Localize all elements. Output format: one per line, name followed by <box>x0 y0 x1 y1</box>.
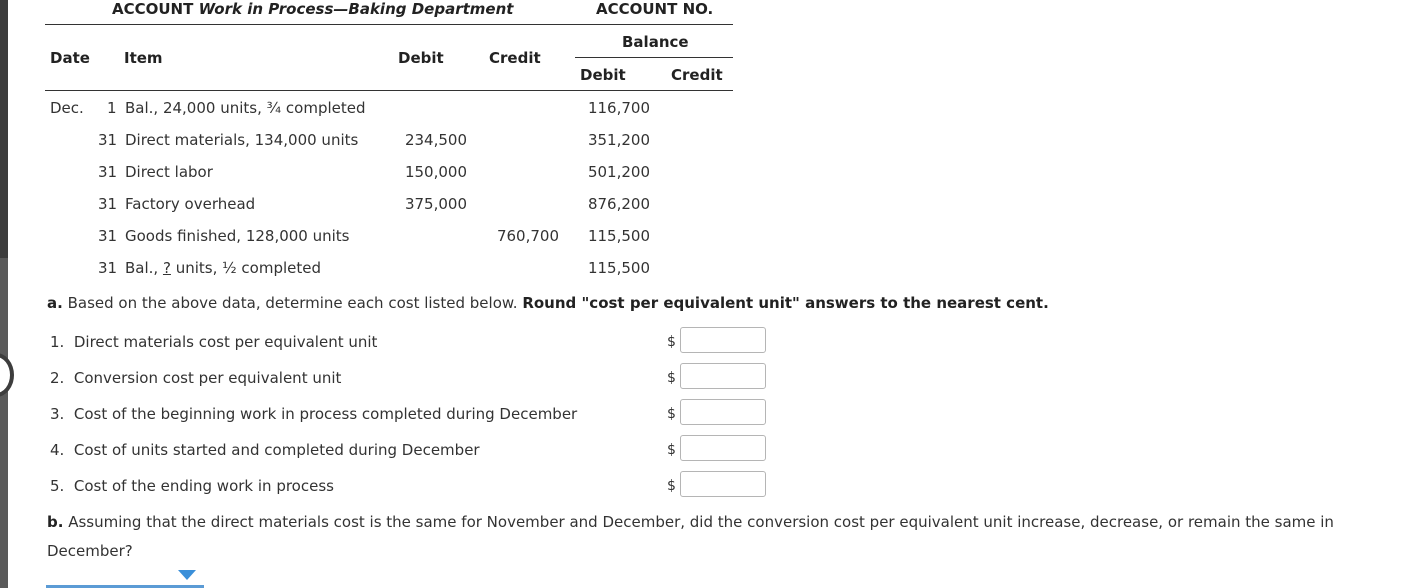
balance-rule <box>575 57 733 58</box>
account-number-label: ACCOUNT NO. <box>596 0 714 18</box>
question-text: 3. Cost of the beginning work in process completed during December <box>50 405 578 423</box>
row-item: Direct labor <box>125 163 213 181</box>
header-rule-bottom <box>45 90 733 91</box>
row-day: 31 <box>98 131 118 149</box>
row-debit: 375,000 <box>404 195 467 213</box>
part-a-rounding-note: Round "cost per equivalent unit" answers to the nearest cent. <box>522 294 1049 312</box>
balance-debit-header: Debit <box>580 66 626 84</box>
dollar-sign: $ <box>667 478 676 494</box>
part-b-answer-dropdown[interactable] <box>46 566 204 588</box>
month-label: Dec. <box>50 99 84 117</box>
dollar-sign: $ <box>667 406 676 422</box>
row-debit: 234,500 <box>404 131 467 149</box>
balance-header: Balance <box>622 33 689 51</box>
row-day: 31 <box>98 195 118 213</box>
dollar-sign: $ <box>667 370 676 386</box>
row-item: Bal., 24,000 units, ¾ completed <box>125 99 366 117</box>
row-day: 1 <box>107 99 117 117</box>
row-balance-debit: 116,700 <box>587 99 650 117</box>
row-balance-debit: 115,500 <box>587 227 650 245</box>
credit-header: Credit <box>489 49 541 67</box>
row-balance-debit: 115,500 <box>587 259 650 277</box>
unknown-units-marker: ? <box>162 259 171 277</box>
dollar-sign: $ <box>667 442 676 458</box>
row-day: 31 <box>98 227 118 245</box>
answer-input-started-completed[interactable] <box>680 435 766 461</box>
account-name: Work in Process—Baking Department <box>198 0 514 18</box>
row-credit: 760,700 <box>496 227 559 245</box>
item-header: Item <box>124 49 163 67</box>
balance-credit-header: Credit <box>671 66 723 84</box>
row-day: 31 <box>98 163 118 181</box>
answer-input-conversion[interactable] <box>680 363 766 389</box>
part-a-instructions <box>47 294 1049 312</box>
question-text: 5. Cost of the ending work in process <box>50 477 334 495</box>
row-balance-debit: 351,200 <box>587 131 650 149</box>
part-a-text: Based on the above data, determine each cost listed below. <box>67 294 518 312</box>
part-b-label: b. <box>47 513 64 531</box>
header-rule-top <box>45 24 733 25</box>
chevron-down-icon[interactable] <box>178 570 196 580</box>
row-day: 31 <box>98 259 118 277</box>
row-item: Factory overhead <box>125 195 256 213</box>
part-b-text: Assuming that the direct materials cost is the same for November and December, did the conversion cost per equivalent unit increase, decrease, or remain the same in December? <box>47 513 1334 560</box>
dollar-sign: $ <box>667 334 676 350</box>
row-item: Bal., ? units, ½ completed <box>125 259 322 277</box>
window-edge-lower <box>0 258 8 588</box>
question-text: 4. Cost of units started and completed during December <box>50 441 480 459</box>
row-balance-debit: 501,200 <box>587 163 650 181</box>
answer-input-direct-materials[interactable] <box>680 327 766 353</box>
side-handle[interactable] <box>0 353 14 397</box>
row-item: Direct materials, 134,000 units <box>125 131 359 149</box>
debit-header: Debit <box>398 49 444 67</box>
answer-input-beginning-wip[interactable] <box>680 399 766 425</box>
account-title: ACCOUNT Work in Process—Baking Department <box>112 0 514 18</box>
answer-input-ending-wip[interactable] <box>680 471 766 497</box>
date-header: Date <box>50 49 90 67</box>
part-a-label: a. <box>47 294 63 312</box>
row-balance-debit: 876,200 <box>587 195 650 213</box>
part-b-question <box>47 508 1377 566</box>
question-text: 2. Conversion cost per equivalent unit <box>50 369 342 387</box>
question-text: 1. Direct materials cost per equivalent unit <box>50 333 378 351</box>
row-item: Goods finished, 128,000 units <box>125 227 350 245</box>
row-debit: 150,000 <box>404 163 467 181</box>
